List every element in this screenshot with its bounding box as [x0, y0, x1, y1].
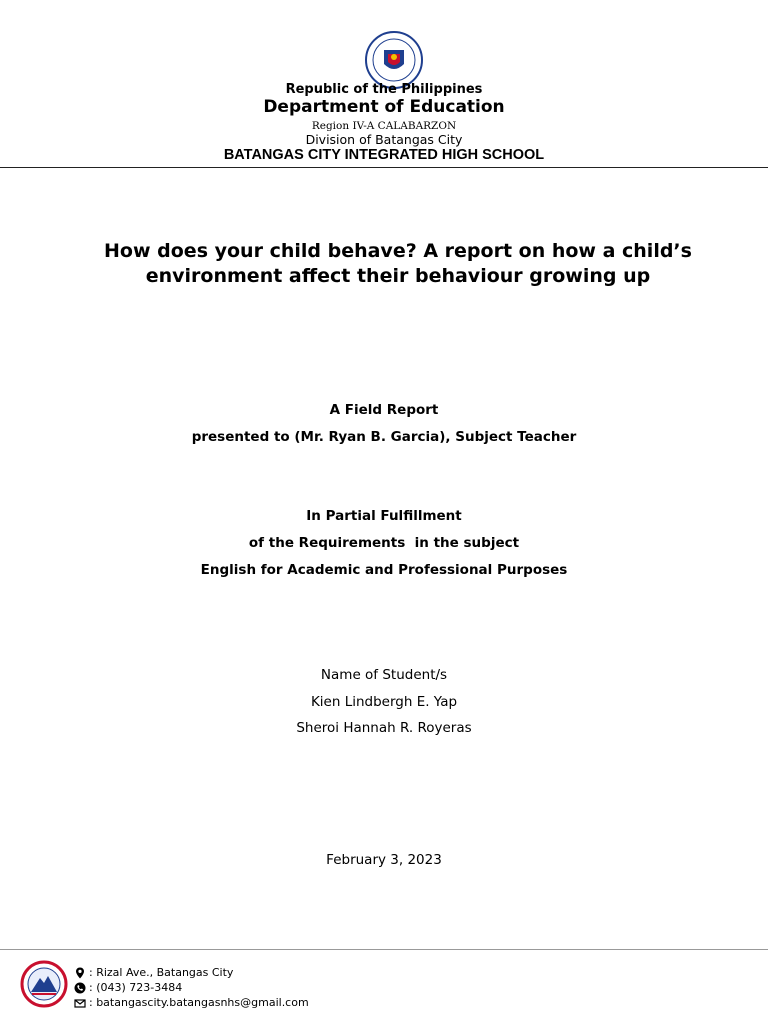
footer-email	[74, 996, 309, 1009]
footer-email-text: : batangascity.batangasnhs@gmail.com	[89, 996, 309, 1009]
footer-phone	[74, 981, 182, 994]
report-title: How does your child behave? A report on how a child’s environment affect their behaviour growing up	[104, 240, 692, 287]
students-label: Name of Student/s	[320, 667, 448, 683]
header-divider	[0, 167, 768, 168]
presented-to: presented to (Mr. Ryan B. Garcia), Subject Teacher	[191, 429, 577, 445]
footer-address-text: : Rizal Ave., Batangas City	[89, 966, 234, 979]
deped-seal-icon	[364, 30, 424, 90]
footer-divider	[0, 949, 768, 950]
footer-address	[74, 966, 233, 979]
student-name: Kien Lindbergh E. Yap	[310, 694, 458, 710]
division-heading: Division of Batangas City	[305, 132, 463, 147]
republic-heading: Republic of the Philippines	[285, 82, 483, 97]
location-pin-icon	[74, 967, 86, 979]
department-heading: Department of Education	[263, 97, 505, 117]
fulfillment-line-2: of the Requirements in the subject	[248, 535, 520, 551]
school-heading: BATANGAS CITY INTEGRATED HIGH SCHOOL	[223, 147, 545, 163]
envelope-icon	[74, 997, 86, 1009]
fulfillment-line-1: In Partial Fulfillment	[306, 508, 462, 524]
report-type: A Field Report	[329, 402, 439, 418]
subject-name: English for Academic and Professional Purposes	[200, 562, 568, 578]
phone-icon	[74, 982, 86, 994]
school-logo-icon	[20, 960, 68, 1008]
footer-phone-text: : (043) 723-3484	[89, 981, 183, 994]
student-name: Sheroi Hannah R. Royeras	[296, 720, 472, 736]
region-heading: Region IV-A CALABARZON	[311, 120, 457, 132]
report-date: February 3, 2023	[326, 852, 442, 868]
